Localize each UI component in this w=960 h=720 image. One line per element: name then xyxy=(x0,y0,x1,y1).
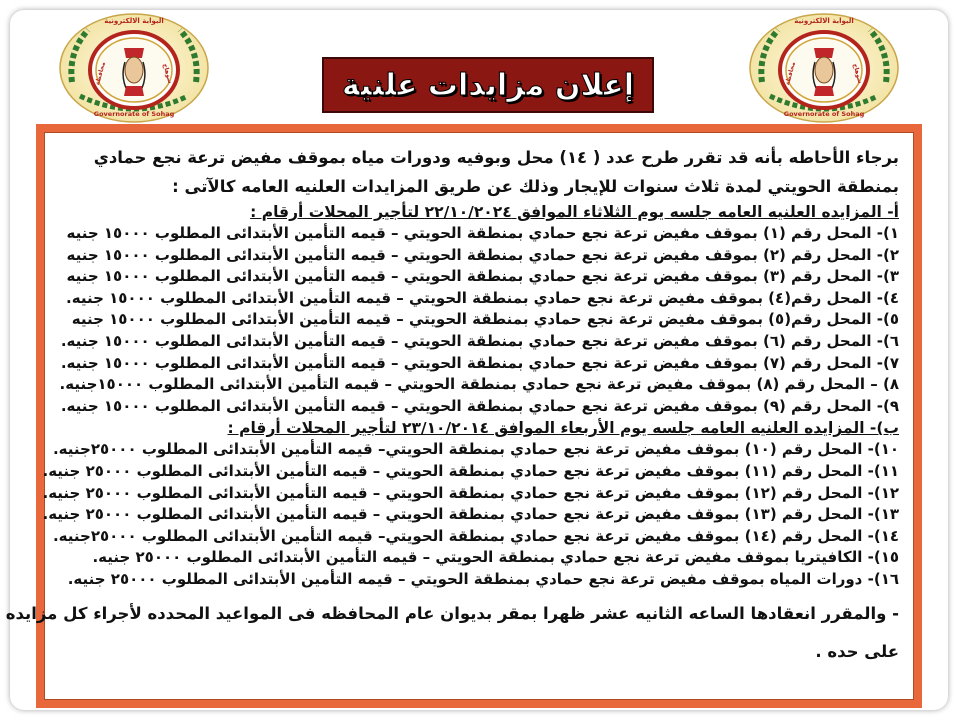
list-item: ٢)- المحل رقم (٢) بموقف مفيض ترعة نجع حمادي بمنطقة الحويتي – قيمه التأمين الأبتدائى المطلوب ١٥٠٠٠ جنيه xyxy=(66,245,899,264)
logo-middle-right-text: سوهاج xyxy=(161,62,174,85)
list-item: ١١)- المحل رقم (١١) بموقف مفيض ترعة نجع حمادي بمنطقة الحويتي – قيمه التأمين الأبتدائى المطلوب ٢٥٠٠٠ جنيه. xyxy=(42,461,899,480)
list-item: ٦)- المحل رقم (٦) بموقف مفيض ترعة نجع حمادي بمنطقة الحويتي – قيمه التأمين الأبتدائى المطلوب ١٥٠٠٠ جنيه. xyxy=(60,331,899,350)
logo-top-text: البوابة الالكترونية xyxy=(794,17,854,25)
logo-bottom-text: Governorate of Sohag xyxy=(783,110,865,118)
logo-middle-right-text: سوهاج xyxy=(851,62,864,85)
footer-line: على حده . xyxy=(815,641,899,661)
title-banner xyxy=(322,57,654,113)
list-item: ١٤)- المحل رقم (١٤) بموقف مفيض ترعة نجع حمادي بمنطقة الحويتي– قيمه التأمين الأبتدائى المطلوب ٢٥٠٠٠جنيه. xyxy=(52,526,899,545)
logo-top-text: البوابة الالكترونية xyxy=(104,17,164,25)
list-item: ٣)- المحل رقم (٣) بموقف مفيض ترعة نجع حمادي بمنطقة الحويتي – قيمه التأمين الأبتدائى المطلوب ١٥٠٠٠ جنيه xyxy=(66,267,899,286)
intro-line: برجاء الأحاطه بأنه قد تقرر طرح عدد ( ١٤) محل وبوفيه ودورات مياه بموقف مفيض ترعة نجع حمادي xyxy=(93,148,899,167)
logo-middle-left-text: محافظة xyxy=(94,61,108,86)
section-a-heading: أ- المزايده العلنيه العامه جلسه يوم الثلاثاء الموافق ٢٢/١٠/٢٠٢٤ لتأجير المحلات أرقام : xyxy=(250,203,899,221)
list-item: ١)- المحل رقم (١) بموقف مفيض ترعة نجع حمادي بمنطقة الحويتي – قيمه التأمين الأبتدائى المطلوب ١٥٠٠٠ جنيه xyxy=(66,224,899,242)
list-item: ٤)- المحل رقم(٤) بموقف مفيض ترعة نجع حمادي بمنطقة الحويتي – قيمه التأمين الأبتدائى المطلوب ١٥٠٠٠ جنيه. xyxy=(66,288,899,307)
list-item: ٧)- المحل رقم (٧) بموقف مفيض ترعة نجع حمادي بمنطقة الحويتي – قيمه التأمين الأبتدائى المطلوب ١٥٠٠٠ جنيه. xyxy=(60,353,899,372)
footer-line: - والمقرر انعقادها الساعه الثانيه عشر ظهرا بمقر بديوان عام المحافظه فى المواعيد المحدده لأجراء كل مزايده xyxy=(5,603,899,623)
announcement-text xyxy=(5,143,899,693)
section-b-heading: ب)- المزايده العلنيه العامه جلسه يوم الأربعاء الموافق ٢٣/١٠/٢٠١٤ لتأجير المحلات أرقام : xyxy=(227,419,899,438)
list-item: ١٦)- دورات المياه بموقف مفيض ترعة نجع حمادي بمنطقة الحويتي – قيمه التأمين الأبتدائى المطلوب ٢٥٠٠٠ جنيه. xyxy=(67,569,899,588)
list-item: ١٣)- المحل رقم (١٣) بموقف مفيض ترعة نجع حمادي بمنطقة الحويتي – قيمه التأمين الأبتدائى المطلوب ٢٥٠٠٠ جنيه. xyxy=(42,505,899,524)
list-item: ٩)- المحل رقم (٩) بموقف مفيض ترعة نجع حمادي بمنطقة الحويتي – قيمه التأمين الأبتدائى المطلوب ١٥٠٠٠ جنيه. xyxy=(60,396,899,415)
logo-middle-left-text: محافظة xyxy=(784,61,798,86)
list-item: ١٢)- المحل رقم (١٢) بموقف مفيض ترعة نجع حمادي بمنطقة الحويتي – قيمه التأمين الأبتدائى المطلوب ٢٥٠٠٠ جنيه. xyxy=(42,483,899,502)
intro-line: بمنطقة الحويتي لمدة ثلاث سنوات للإيجار وذلك عن طريق المزايدات العلنيه العامه كالآتى : xyxy=(172,177,899,196)
sohag-governorate-logo-right xyxy=(748,12,900,124)
list-item: ٥)- المحل رقم(٥) بموقف مفيض ترعة نجع حمادي بمنطقة الحويتي – قيمه التأمين الأبتدائى المطلوب ١٥٠٠٠ جنيه xyxy=(71,310,899,329)
document-paper xyxy=(5,132,914,700)
list-item: ١٠)- المحل رقم (١٠) بموقف مفيض ترعة نجع حمادي بمنطقة الحويتي– قيمه التأمين الأبتدائى المطلوب ٢٥٠٠٠جنيه. xyxy=(52,440,899,459)
document-frame xyxy=(5,124,922,708)
list-item: ٨) – المحل رقم (٨) بموقف مفيض ترعة نجع حمادي بمنطقة الحويتي – قيمه التأمين الأبتدائى المطلوب ١٥٠٠٠جنيه. xyxy=(59,375,899,394)
page-title: إعلان مزايدات علنية xyxy=(341,67,635,103)
list-item: ١٥)- الكافيتريا بموقف مفيض ترعة نجع حمادي بمنطقة الحويتي – قيمه التأمين الأبتدائى المطلوب ٢٥٠٠٠ جنيه. xyxy=(92,548,899,567)
sohag-governorate-logo-left xyxy=(58,12,210,124)
logo-bottom-text: Governorate of Sohag xyxy=(93,110,175,118)
